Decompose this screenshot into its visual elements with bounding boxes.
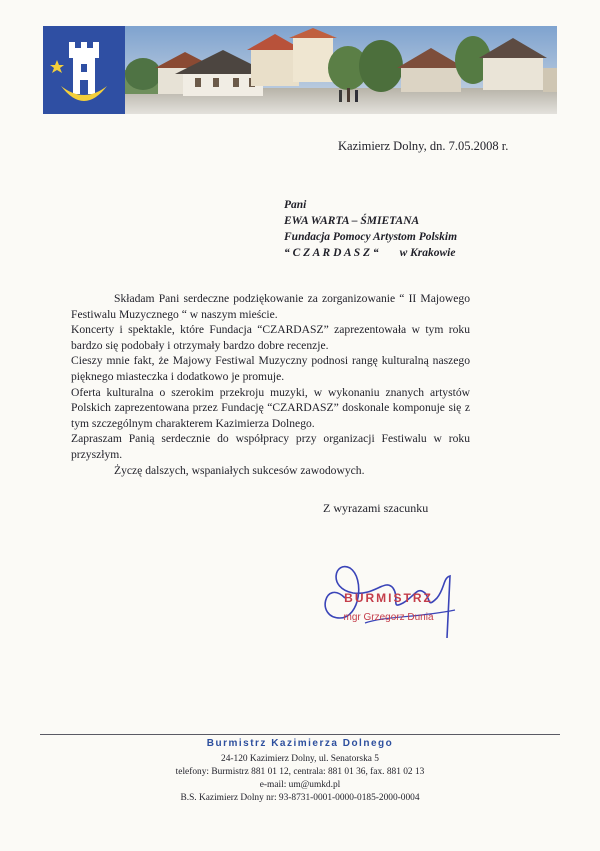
footer-divider [40,734,560,735]
body-paragraph: Oferta kulturalna o szerokim przekroju muzyki, w wykonaniu znanych artystów Polskich zaprezentowana przez Fundację “CZARDASZ” doskonale komponuje się z tym szczególnym charakterem Kazimierza Dolnego. [71,385,470,430]
recipient-city-prefix: w [399,247,408,259]
letter-body [71,291,470,478]
recipient-organization: Fundacja Pomocy Artystom Polskim [284,231,458,243]
official-stamp [306,591,471,623]
recipient-block [284,197,457,261]
footer-office: Burmistrz Kazimierza Dolnego [206,738,394,749]
footer-bank: B.S. Kazimierz Dolny nr: 93-8731-0001-0000-0185-2000-0004 [180,793,420,803]
date-line: Kazimierz Dolny, dn. 7.05.2008 r. [338,139,509,153]
footer-email: e-mail: um@umkd.pl [259,780,341,790]
recipient-foundation-line [284,245,457,261]
body-paragraph: Cieszy mnie fakt, że Majowy Festiwal Muzyczny podnosi rangę kulturalną naszego pięknego miasteczka i dodatkowo je promuje. [71,354,470,383]
body-paragraph: Zapraszam Panią serdecznie do współpracy przy organizacji Festiwalu w roku przyszłym. [71,432,470,461]
recipient-city: Krakowie [410,247,456,259]
body-paragraph: Koncerty i spektakle, które Fundacja “CZARDASZ” zaprezentowała w tym roku bardzo się podobały i otrzymały bardzo dobre recenzje. [71,323,470,352]
body-paragraph: Życzę dalszych, wspaniałych sukcesów zawodowych. [114,463,365,477]
recipient-name: EWA WARTA – ŚMIETANA [284,215,420,227]
closing-line: Z wyrazami szacunku [323,501,429,515]
stamp-title: BURMISTRZ [344,591,433,605]
footer-address: 24-120 Kazimierz Dolny, ul. Senatorska 5 [221,754,379,764]
town-photo-image [43,26,557,114]
body-paragraph: Składam Pani serdeczne podziękowanie za zorganizowanie “ II Majowego Festiwalu Muzycznego “ w naszym mieście. [71,292,470,321]
coat-of-arms-icon [43,26,125,114]
letterhead-footer [40,737,560,805]
footer-phones: telefony: Burmistrz 881 01 12, centrala: 881 01 36, fax. 881 02 13 [175,767,425,777]
recipient-foundation: “ C Z A R D A S Z “ [284,247,379,259]
recipient-salutation: Pani [284,199,307,211]
header-banner [43,26,557,114]
stamp-name: mgr Grzegorz Dunia [343,612,434,623]
